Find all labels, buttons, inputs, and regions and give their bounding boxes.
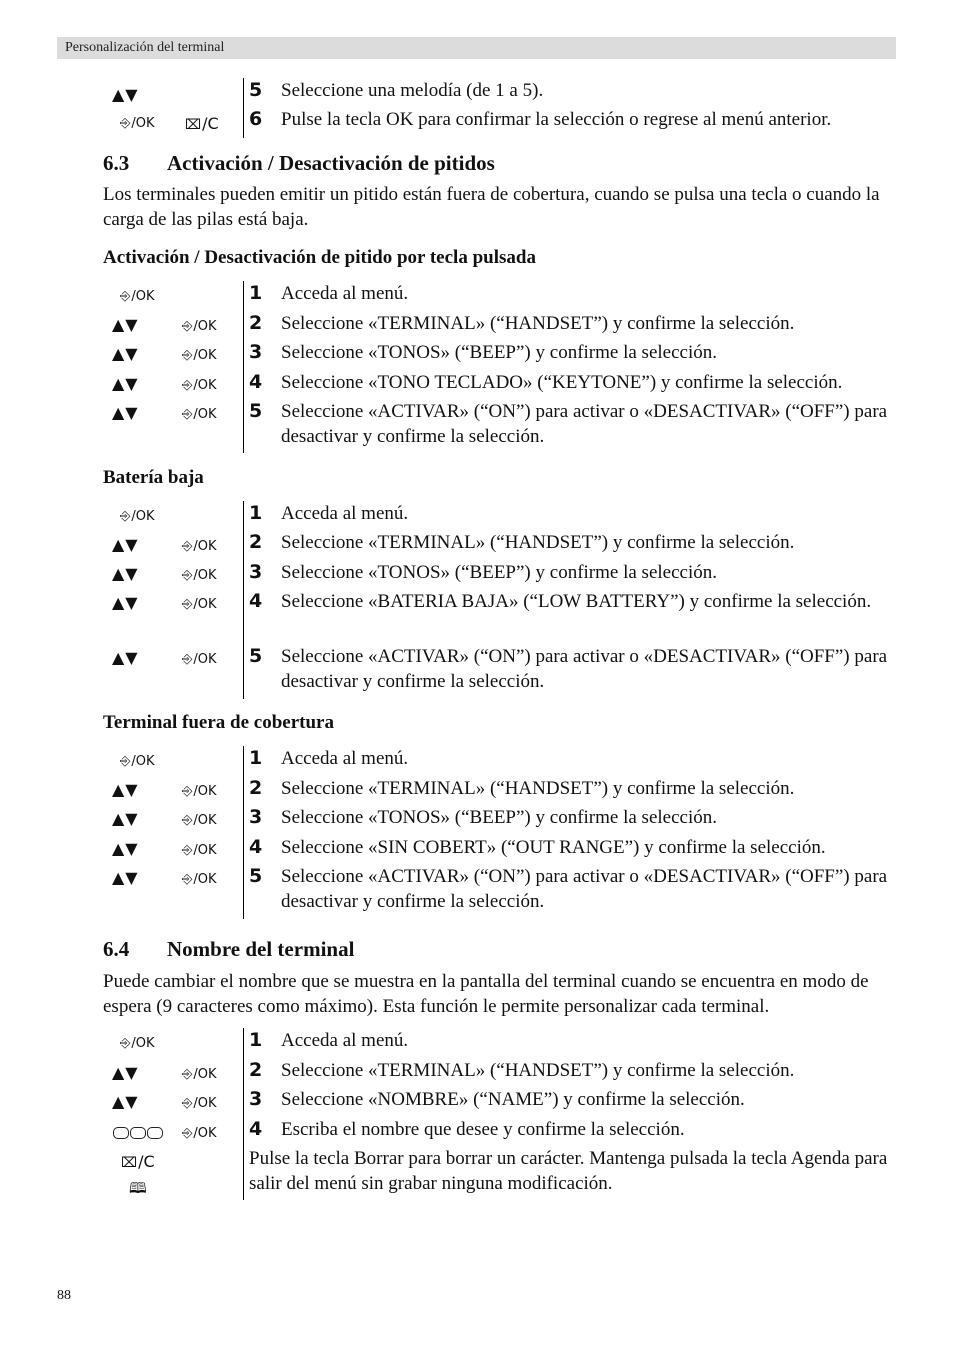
top-steps: ▲▼ ⎆/OK ⌧/C 5 Seleccione una melodía (de 1 a 5). 6 Pulse la tecla OK para confirmar la selección o regrese al menú anterior.	[0, 78, 954, 138]
ok-key-icon: ⎆/OK	[182, 348, 217, 363]
low-battery-steps: ⎆/OK ▲▼ ⎆/OK ▲▼ ⎆/OK ▲▼ ⎆/OK ▲▼ ⎆/OK 1 Acceda al menú. 2 Seleccione «TERMINAL» (“HANDSET”) y confirme la selección. 3 Seleccione «TONOS» (“BEEP”) y confirme la selección. 4 Seleccione «BATERIA BAJA» (“LOW BATTERY”) y confirme la selección. 5 Seleccione «ACTIVAR» (“ON”) para activar o «DESACTIVAR» (“OFF”) para desactivar y confirme la selección.	[0, 501, 954, 699]
keypress-steps: ⎆/OK ▲▼ ⎆/OK ▲▼ ⎆/OK ▲▼ ⎆/OK ▲▼ ⎆/OK 1 Acceda al menú. 2 Seleccione «TERMINAL» (“HANDSET”) y confirme la selección. 3 Seleccione «TONOS» (“BEEP”) y confirme la selección. 4 Seleccione «TONO TECLADO» (“KEYTONE”) y confirme la selección. 5 Seleccione «ACTIVAR» (“ON”) para activar o «DESACTIVAR» (“OFF”) para desactivar y confirme la selección.	[0, 281, 954, 453]
updown-keys-icon: ▲▼	[112, 809, 139, 828]
name-steps: ⎆/OK ▲▼ ⎆/OK ▲▼ ⎆/OK ⎆/OK ⌧/C 🕮 1 Acceda al menú. 2 Seleccione «TERMINAL» (“HANDSET”) y confirme la selección. 3 Seleccione «NOMBRE» (“NAME”) y confirme la selección. 4 Escriba el nombre que desee y confirme la selección. Pulse la tecla Borrar para borrar un carácter. Mantenga pulsada la tecla Agenda para salir del menú sin grabar ninguna modificación.	[0, 1028, 954, 1200]
page-header	[57, 37, 896, 59]
updown-keys-icon: ▲▼	[112, 839, 139, 858]
low-battery-subheading: Batería baja	[103, 467, 204, 488]
clear-key-icon: ⌧/C	[121, 1152, 155, 1171]
ok-key-icon: ⎆/OK	[182, 319, 217, 334]
ok-key-icon: ⎆/OK	[182, 813, 217, 828]
updown-keys-icon: ▲▼	[112, 868, 139, 887]
updown-keys-icon: ▲▼	[112, 344, 139, 363]
step-divider	[243, 746, 244, 919]
ok-key-icon: ⎆/OK	[182, 872, 217, 887]
updown-keys-icon: ▲▼	[112, 648, 139, 667]
clear-key-icon: ⌧/C	[185, 114, 219, 133]
keypress-subheading: Activación / Desactivación de pitido por tecla pulsada	[103, 247, 536, 268]
keypad-keys-icon	[113, 1123, 163, 1139]
updown-keys-icon: ▲▼	[112, 593, 139, 612]
ok-key-icon: ⎆/OK	[182, 1067, 217, 1082]
updown-keys-icon: ▲▼	[112, 1063, 139, 1082]
ok-key-icon: ⎆/OK	[120, 116, 155, 131]
ok-key-icon: ⎆/OK	[182, 1126, 217, 1141]
section-6-4-intro: Puede cambiar el nombre que se muestra en la pantalla del terminal cuando se encuentra en modo de espera (9 caracteres como máximo). Esta función le permite personalizar cada terminal.	[103, 971, 869, 1017]
ok-key-icon: ⎆/OK	[182, 652, 217, 667]
section-6-3-heading: 6.3 Activación / Desactivación de pitidos	[103, 151, 495, 175]
phonebook-icon: 🕮	[129, 1179, 147, 1197]
step-divider	[243, 281, 244, 453]
section-6-4-heading: 6.4 Nombre del terminal	[103, 937, 355, 961]
ok-key-icon: ⎆/OK	[120, 289, 155, 304]
ok-key-icon: ⎆/OK	[120, 509, 155, 524]
ok-key-icon: ⎆/OK	[120, 754, 155, 769]
name-note: Pulse la tecla Borrar para borrar un carácter. Mantenga pulsada la tecla Agenda para salir del menú sin grabar ninguna modificación.	[249, 1148, 888, 1194]
step-divider	[243, 501, 244, 699]
ok-key-icon: ⎆/OK	[182, 539, 217, 554]
updown-keys-icon: ▲▼	[112, 564, 139, 583]
updown-keys-icon: ▲▼	[112, 1092, 139, 1111]
step-divider	[243, 78, 244, 138]
ok-key-icon: ⎆/OK	[182, 784, 217, 799]
step-divider	[243, 1028, 244, 1200]
ok-key-icon: ⎆/OK	[182, 843, 217, 858]
updown-keys-icon: ▲▼	[112, 780, 139, 799]
page-number: 88	[57, 1288, 71, 1303]
updown-keys-icon: ▲▼	[112, 535, 139, 554]
updown-keys-icon: ▲▼	[112, 315, 139, 334]
header-title: Personalización del terminal	[65, 40, 225, 55]
updown-keys-icon: ▲▼	[112, 374, 139, 393]
section-6-3-intro: Los terminales pueden emitir un pitido están fuera de cobertura, cuando se pulsa una tecla o cuando la carga de las pilas está baja.	[103, 184, 880, 230]
updown-keys-icon: ▲▼	[112, 403, 139, 422]
out-of-range-steps: ⎆/OK ▲▼ ⎆/OK ▲▼ ⎆/OK ▲▼ ⎆/OK ▲▼ ⎆/OK 1 Acceda al menú. 2 Seleccione «TERMINAL» (“HANDSET”) y confirme la selección. 3 Seleccione «TONOS» (“BEEP”) y confirme la selección. 4 Seleccione «SIN COBERT» (“OUT RANGE”) y confirme la selección. 5 Seleccione «ACTIVAR» (“ON”) para activar o «DESACTIVAR» (“OFF”) para desactivar y confirme la selección.	[0, 746, 954, 919]
ok-key-icon: ⎆/OK	[182, 407, 217, 422]
ok-key-icon: ⎆/OK	[120, 1036, 155, 1051]
ok-key-icon: ⎆/OK	[182, 597, 217, 612]
ok-key-icon: ⎆/OK	[182, 1096, 217, 1111]
updown-keys-icon: ▲▼	[112, 85, 139, 104]
ok-key-icon: ⎆/OK	[182, 378, 217, 393]
ok-key-icon: ⎆/OK	[182, 568, 217, 583]
out-of-range-subheading: Terminal fuera de cobertura	[103, 712, 334, 733]
